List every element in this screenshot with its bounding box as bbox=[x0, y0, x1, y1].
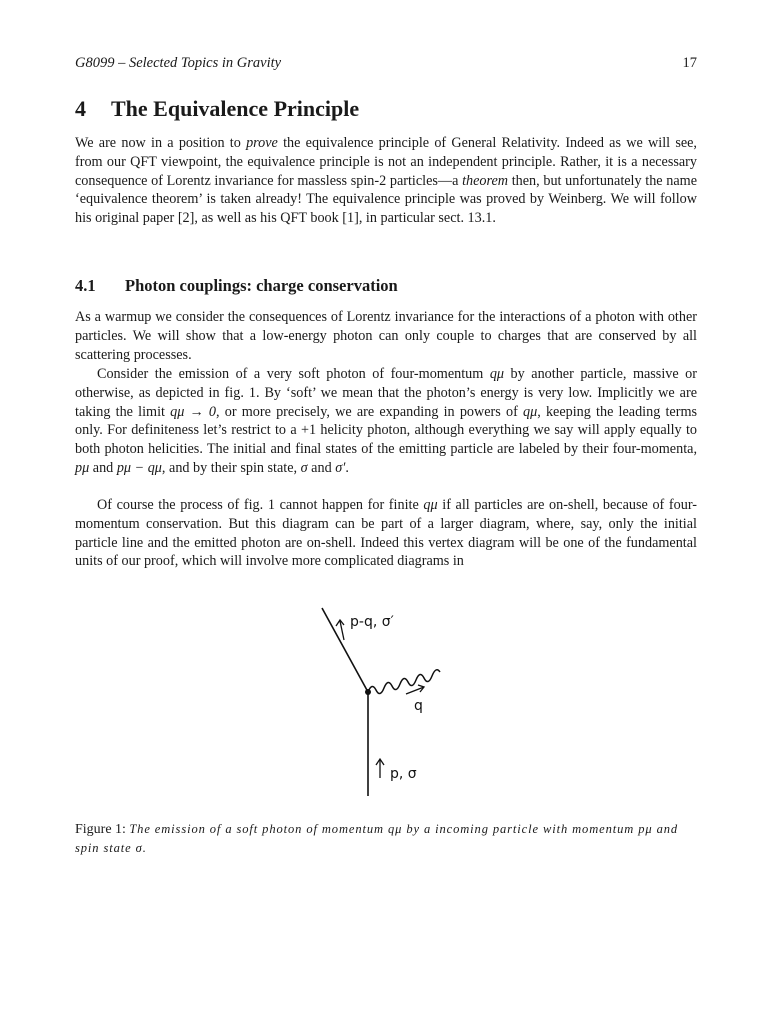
section-title: The Equivalence Principle bbox=[111, 96, 360, 121]
page-number: 17 bbox=[682, 55, 697, 71]
label-outgoing: p-q, σ′ bbox=[350, 614, 394, 630]
label-photon: q bbox=[414, 698, 423, 714]
subsection-heading bbox=[75, 276, 398, 296]
process-paragraph: Of course the process of fig. 1 cannot happen for finite qμ if all particles are on-shell, because of four-momentum conservation. But this diagram can be part of a larger diagram, where, say, only the initial particle line and the emitted photon are on-shell. Indeed this vertex diagram will be one of the fundamental units of our proof, which will involve more complicated diagrams in bbox=[75, 497, 697, 570]
math-p-mu: pμ bbox=[75, 459, 90, 476]
section-heading bbox=[75, 96, 359, 122]
figure-caption bbox=[75, 820, 697, 857]
intro-paragraph: We are now in a position to prove the equivalence principle of General Relativity. Indeed as we will see, from our QFT viewpoint, the equivalence principle is not an independent principle. Rather, it is a necessary consequence of Lorentz invariance for massless spin-2 particles—a theorem then, but unfortunately the name ‘equivalence theorem’ is taken already! The equivalence principle was proved by Weinberg. We will follow his original paper [2], as well as his QFT book [1], in particular sect. 13.1. bbox=[75, 135, 697, 227]
subsection-title: Photon couplings: charge conservation bbox=[125, 276, 398, 295]
section-number: 4 bbox=[75, 96, 86, 121]
label-incoming: p, σ bbox=[390, 766, 417, 782]
emphasis-theorem: theorem bbox=[462, 172, 509, 189]
math-q-mu: qμ bbox=[523, 403, 538, 420]
running-header bbox=[75, 55, 697, 75]
photon-wavy-line bbox=[368, 670, 440, 694]
caption-text: The emission of a soft photon of momentum qμ by a incoming particle with momentum pμ and spin state σ. bbox=[75, 822, 679, 855]
caption-label: Figure 1: bbox=[75, 822, 126, 837]
warmup-paragraph: As a warmup we consider the consequences of Lorentz invariance for the interactions of a photon with other particles. We will show that a low-energy photon can only couple to charges that are conserved by all scattering processes. bbox=[75, 309, 697, 363]
course-title: G8099 – Selected Topics in Gravity bbox=[75, 55, 282, 71]
math-q-mu: qμ bbox=[423, 497, 438, 513]
math-p-minus-q: pμ − qμ bbox=[116, 459, 162, 476]
emission-paragraph: Consider the emission of a very soft photon of four-momentum qμ by another particle, massive or otherwise, as depicted in fig. 1. By ‘soft’ we mean that the photon’s energy is very low. Implicitly we are taking the limit qμ → 0, or more precisely, we are expanding in powers of qμ, keeping the leading terms only. For definiteness let’s restrict to a +1 helicity photon, although everything we say will apply equally to both photon helicities. The initial and final states of the emitting particle are labeled by their four-momenta, pμ and pμ − qμ, and by their spin state, σ and σ′. bbox=[75, 366, 698, 476]
math-limit: qμ → 0 bbox=[170, 403, 217, 420]
subsection-number: 4.1 bbox=[75, 276, 96, 295]
emphasis-prove: prove bbox=[246, 135, 278, 151]
feynman-diagram bbox=[320, 598, 460, 803]
math-q-mu: qμ bbox=[489, 366, 505, 382]
math-sigma: σ bbox=[300, 459, 308, 476]
math-sigma-prime: σ′ bbox=[335, 459, 346, 476]
